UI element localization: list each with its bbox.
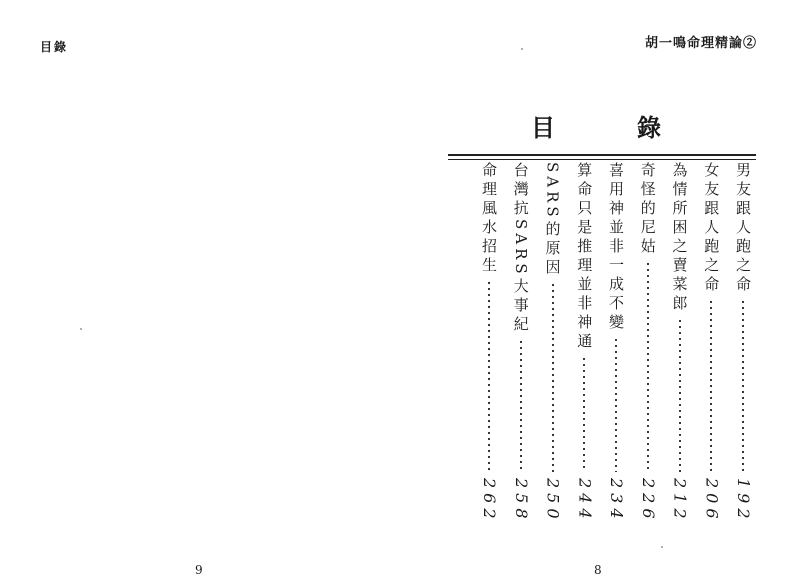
toc-rule-bottom (448, 159, 756, 160)
toc-entry-title: SARS的原因 (543, 162, 562, 278)
toc-title-char-1: 目 (531, 113, 555, 142)
toc-entry[interactable] (635, 162, 661, 524)
toc-entry-title: 喜用神並非一成不變 (607, 162, 625, 333)
toc-entry-page: 262 (480, 478, 499, 524)
toc-entry[interactable] (698, 162, 724, 524)
toc-title-char-2: 錄 (637, 113, 661, 142)
toc-entry-page: 250 (543, 478, 563, 524)
toc-title (531, 108, 661, 143)
toc-entry[interactable] (603, 162, 629, 524)
toc-entry[interactable] (730, 162, 756, 524)
leader-dots (552, 282, 554, 473)
toc-entry-page: 226 (638, 478, 658, 524)
toc-entry[interactable] (508, 162, 534, 524)
leader-dots (583, 356, 585, 472)
right-page (396, 0, 793, 585)
paper-speck (661, 546, 663, 548)
page-number-left: 9 (195, 563, 203, 577)
toc-rule-top (448, 154, 756, 156)
toc-entry-title: 算命只是推理並非神通 (575, 162, 594, 352)
toc-entry-page: 212 (670, 478, 690, 524)
toc-entry[interactable] (540, 162, 566, 524)
leader-dots (679, 318, 681, 472)
toc-entry-page: 234 (607, 478, 626, 524)
toc-entry-title: 女友跟人跑之命 (702, 162, 721, 295)
paper-speck (80, 328, 82, 330)
toc-entry[interactable] (476, 162, 502, 524)
leader-dots (615, 337, 617, 472)
running-head-right: 胡一鳴命理精論② (644, 36, 757, 51)
leader-dots (520, 339, 522, 473)
toc-entry-page: 192 (734, 478, 753, 524)
leader-dots (488, 280, 490, 472)
toc-entry-title: 男友跟人跑之命 (734, 162, 752, 295)
toc-entry[interactable] (571, 162, 597, 524)
leader-dots (710, 299, 712, 472)
toc-entry-page: 244 (575, 478, 595, 524)
leader-dots (647, 261, 649, 472)
paper-speck (521, 48, 523, 50)
toc-entry-title: 台灣抗SARS大事紀 (511, 162, 530, 335)
toc-entry[interactable] (667, 162, 693, 524)
toc-entry-title: 奇怪的尼姑 (638, 162, 657, 257)
left-page (0, 0, 396, 585)
page-number-right: 8 (594, 563, 602, 577)
toc-entry-title: 命理風水招生 (480, 162, 498, 276)
toc-entry-page: 258 (511, 478, 531, 524)
toc-entry-page: 206 (702, 478, 722, 524)
running-head-left: 目錄 (40, 40, 69, 54)
leader-dots (742, 299, 744, 472)
toc-entries (476, 162, 756, 524)
toc-entry-title: 為情所困之賣菜郎 (670, 162, 689, 314)
